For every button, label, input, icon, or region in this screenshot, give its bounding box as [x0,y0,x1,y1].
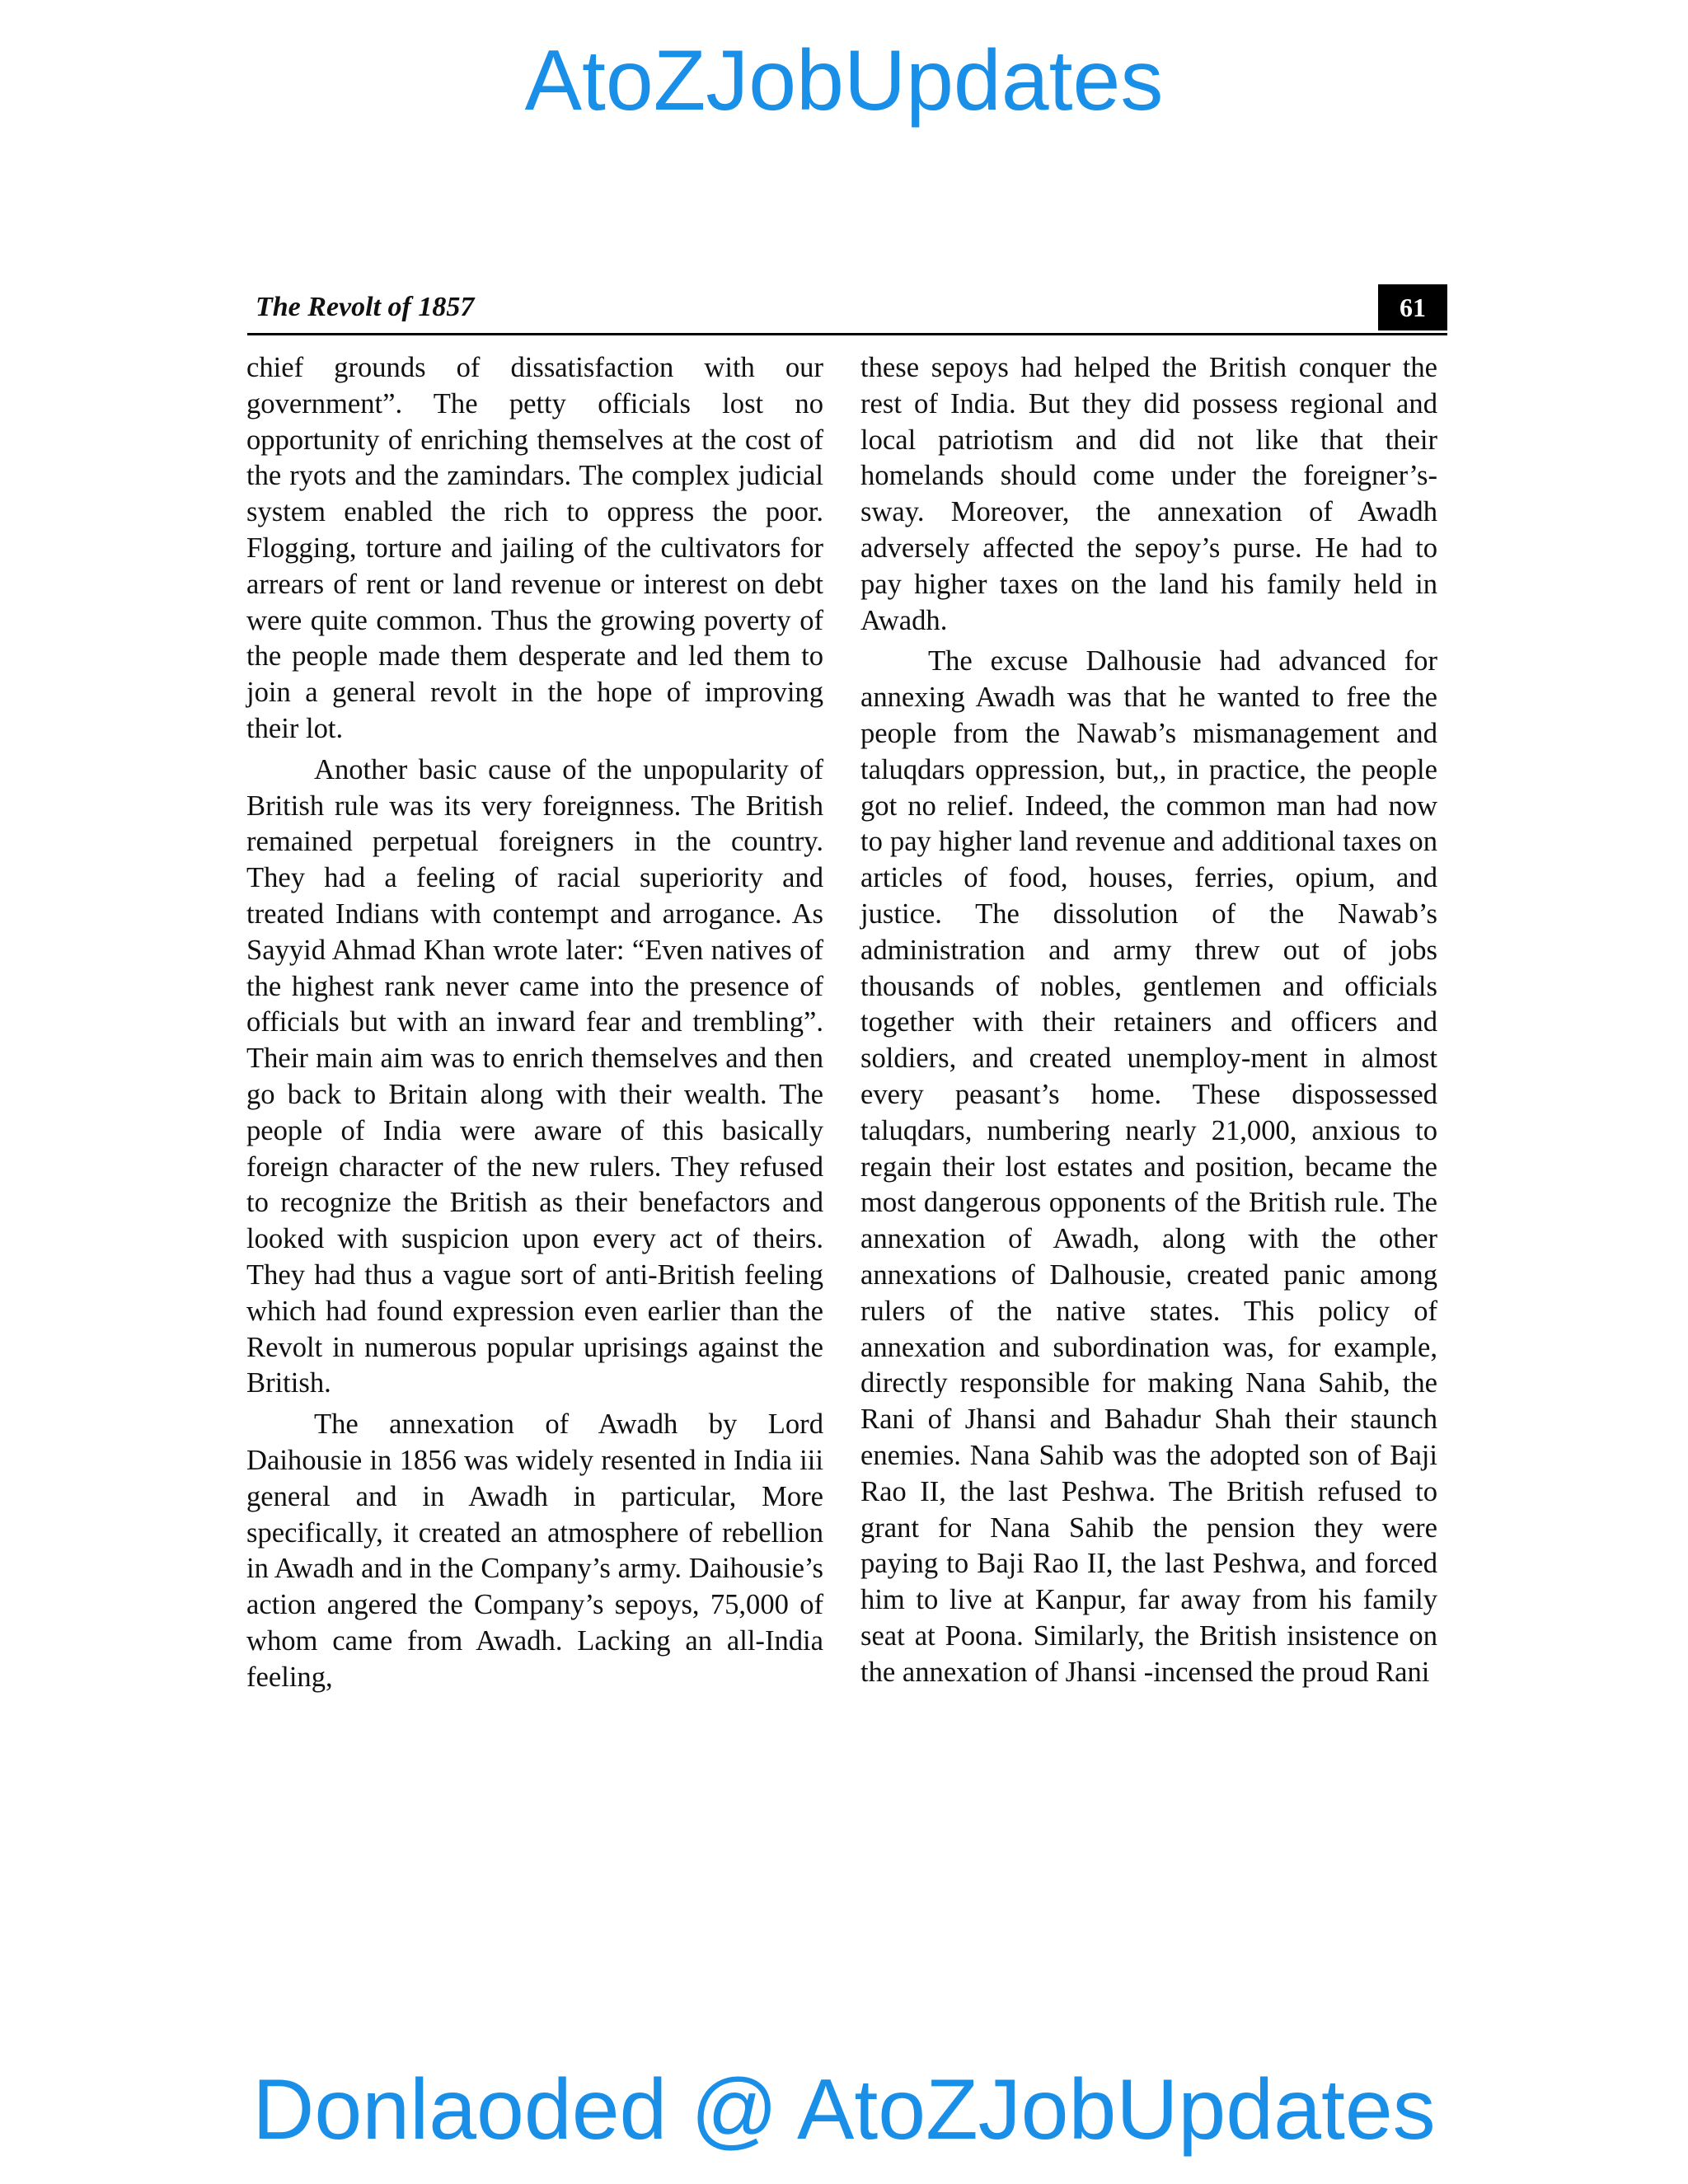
paragraph: chief grounds of dissatisfaction with our government”. The petty officials lost no opportunity of enriching themselves at the cost of the ryots and the zamindars. The complex judicial system enabled the rich to oppress the poor. Flogging, torture and jailing of the cultivators for arrears of rent or land revenue or interest on debt were quite common. Thus the growing poverty of the people made them desperate and led them to join a general revolt in the hope of improving their lot. [246,352,823,744]
header-rule [247,333,1447,335]
paragraph: Another basic cause of the unpopularity of British rule was its very foreignness. The British remained perpetual foreigners in the country. They had a feeling of racial superiority and treated Indians with contempt and arrogance. As Sayyid Ahmad Khan wrote later: “Even natives of the highest rank never came into the presence of officials but with an inward fear and trembling”. Their main aim was to enrich themselves and then go back to Britain along with their wealth. The people of India were aware of this basically foreign character of the new rulers. They refused to recognize the British as their benefactors and looked with suspicion upon every act of theirs. They had thus a vague sort of anti-British feeling which had found expression even earlier than the Revolt in numerous popular uprisings against the British. [246,753,823,1399]
paragraph: The excuse Dalhousie had advanced for annexing Awadh was that he wanted to free the people from the Nawab’s mismanagement and taluqdars oppression, but,, in practice, the people got no relief. Indeed, the common man had now to pay higher land revenue and additional taxes on articles of food, houses, ferries, opium, and justice. The dissolution of the Nawab’s administration and army threw out of jobs thousands of nobles, gentlemen and officials together with their retainers and officers and soldiers, and created unemploy-ment in almost every peasant’s home. These dispossessed taluqdars, numbering nearly 21,000, anxious to regain their lost estates and position, became the most dangerous opponents of the British rule. The annexation of Awadh, along with the other annexations of Dalhousie, created panic among rulers of the native states. This policy of annexation and subordination was, for example, directly responsible for making Nana Sahib, the Rani of Jhansi and Bahadur Shah their staunch enemies. Nana Sahib was the adopted son of Baji Rao II, the last Peshwa. The British refused to grant for Nana Sahib the pension they were paying to Baji Rao II, the last Peshwa, and forced him to live at Kanpur, far away from his family seat at Poona. Similarly, the British insistence on the annexation of Jhansi -incensed the proud Rani [860,645,1437,1688]
watermark-top: AtoZJobUpdates [524,33,1164,129]
page-number-badge: 61 [1378,284,1447,330]
paragraph: these sepoys had helped the British conquer the rest of India. But they did possess regional and local patriotism and did not like that their homelands should come under the foreigner’s- sway. Moreover, the annexation of Awadh adversely affected the sepoy’s purse. He had to pay higher taxes on the land his family held in Awadh. [860,352,1437,636]
watermark-bottom: Donlaoded @ AtoZJobUpdates [252,2062,1436,2158]
running-header [247,284,1447,334]
paragraph: The annexation of Awadh by Lord Daihousie in 1856 was widely resented in India iii general and in Awadh in particular, More specifically, it created an atmosphere of rebellion in Awadh and in the Company’s army. Daihousie’s action angered the Company’s sepoys, 75,000 of whom came from Awadh. Lacking an all-India feeling, [246,1408,823,1693]
chapter-title: The Revolt of 1857 [256,292,475,322]
left-text-column [246,350,823,1700]
right-text-column [860,350,1437,1695]
